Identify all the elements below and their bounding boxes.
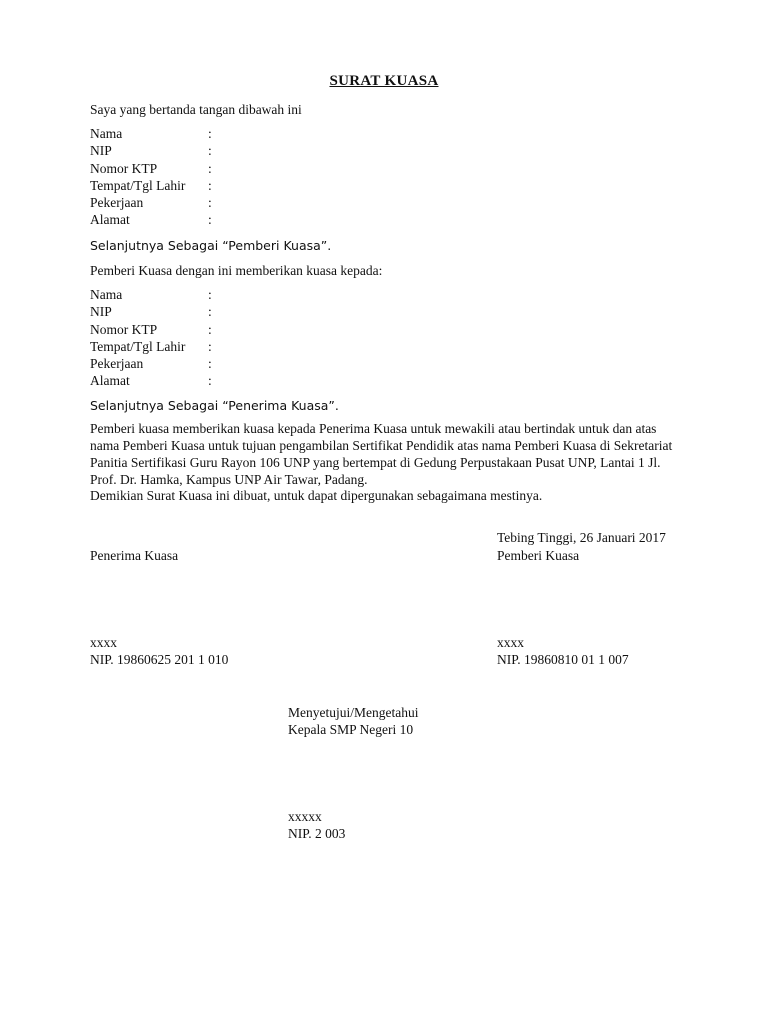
- place-date: Tebing Tinggi, 26 Januari 2017: [497, 530, 666, 545]
- pemberi-fields: [90, 125, 490, 229]
- field-row: [90, 194, 490, 211]
- field-row: [90, 177, 490, 194]
- field-row: [90, 372, 490, 389]
- field-colon: :: [208, 338, 212, 354]
- field-row: [90, 125, 490, 142]
- field-row: [90, 286, 490, 303]
- field-colon: :: [208, 160, 212, 176]
- approver-nip: NIP. 2 003: [288, 826, 346, 841]
- right-signatory-role: Pemberi Kuasa: [497, 548, 580, 563]
- left-signatory-nip: NIP. 19860625 201 1 010: [90, 652, 229, 667]
- field-label-nomor-ktp: Nomor KTP: [90, 160, 158, 176]
- field-row: [90, 338, 490, 355]
- field-row: [90, 211, 490, 228]
- field-label-alamat: Alamat: [90, 212, 130, 228]
- approver-name: xxxxx: [288, 809, 322, 824]
- field-label-pekerjaan: Pekerjaan: [90, 356, 144, 372]
- field-colon: :: [208, 212, 212, 228]
- pemberi-note: Selanjutnya Sebagai “Pemberi Kuasa”.: [90, 238, 332, 253]
- body-paragraph: [90, 420, 690, 488]
- field-label-nama: Nama: [90, 287, 123, 302]
- field-label-tempat-tgl-lahir: Tempat/Tgl Lahir: [90, 338, 186, 354]
- grant-intro: Pemberi Kuasa dengan ini memberikan kuasa kepada:: [90, 263, 383, 278]
- field-label-tempat-tgl-lahir: Tempat/Tgl Lahir: [90, 177, 186, 193]
- closing-text: Demikian Surat Kuasa ini dibuat, untuk dapat dipergunakan sebagaimana mestinya.: [90, 488, 543, 503]
- field-label-alamat: Alamat: [90, 373, 130, 389]
- field-colon: :: [208, 321, 212, 337]
- field-label-nomor-ktp: Nomor KTP: [90, 321, 158, 337]
- body-line: Prof. Dr. Hamka, Kampus UNP Air Tawar, Padang.: [90, 472, 368, 487]
- field-colon: :: [208, 195, 212, 211]
- left-signatory-role: Penerima Kuasa: [90, 548, 179, 563]
- field-colon: :: [208, 287, 212, 302]
- field-row: [90, 355, 490, 372]
- intro-text: Saya yang bertanda tangan dibawah ini: [90, 102, 302, 117]
- field-label-nama: Nama: [90, 126, 123, 141]
- field-label-nip: NIP: [90, 304, 112, 320]
- field-row: [90, 160, 490, 177]
- field-colon: :: [208, 356, 212, 372]
- body-line: Panitia Sertifikasi Guru Rayon 106 UNP yang bertempat di Gedung Perpustakaan Pusat UNP, Lantai 1 Jl.: [90, 455, 661, 470]
- field-row: [90, 321, 490, 338]
- body-line: nama Pemberi Kuasa untuk tujuan pengambilan Sertifikat Pendidik atas nama Pemberi Kuasa di Sekretariat: [90, 438, 673, 453]
- field-row: [90, 142, 490, 159]
- right-signatory-name: xxxx: [497, 635, 524, 650]
- field-row: [90, 303, 490, 320]
- right-signatory-nip: NIP. 19860810 01 1 007: [497, 652, 629, 667]
- field-colon: :: [208, 304, 212, 320]
- penerima-note: Selanjutnya Sebagai “Penerima Kuasa”.: [90, 398, 339, 413]
- approver-line1: Menyetujui/Mengetahui: [288, 705, 419, 720]
- field-label-pekerjaan: Pekerjaan: [90, 195, 144, 211]
- field-colon: :: [208, 177, 212, 193]
- body-line: Pemberi kuasa memberikan kuasa kepada Penerima Kuasa untuk mewakili atau bertindak untuk dan atas: [90, 421, 657, 436]
- document-title: SURAT KUASA: [329, 73, 439, 89]
- field-colon: :: [208, 373, 212, 389]
- penerima-fields: [90, 286, 490, 390]
- field-label-nip: NIP: [90, 143, 112, 159]
- left-signatory-name: xxxx: [90, 635, 117, 650]
- field-colon: :: [208, 126, 212, 141]
- field-colon: :: [208, 143, 212, 159]
- approver-line2: Kepala SMP Negeri 10: [288, 722, 414, 737]
